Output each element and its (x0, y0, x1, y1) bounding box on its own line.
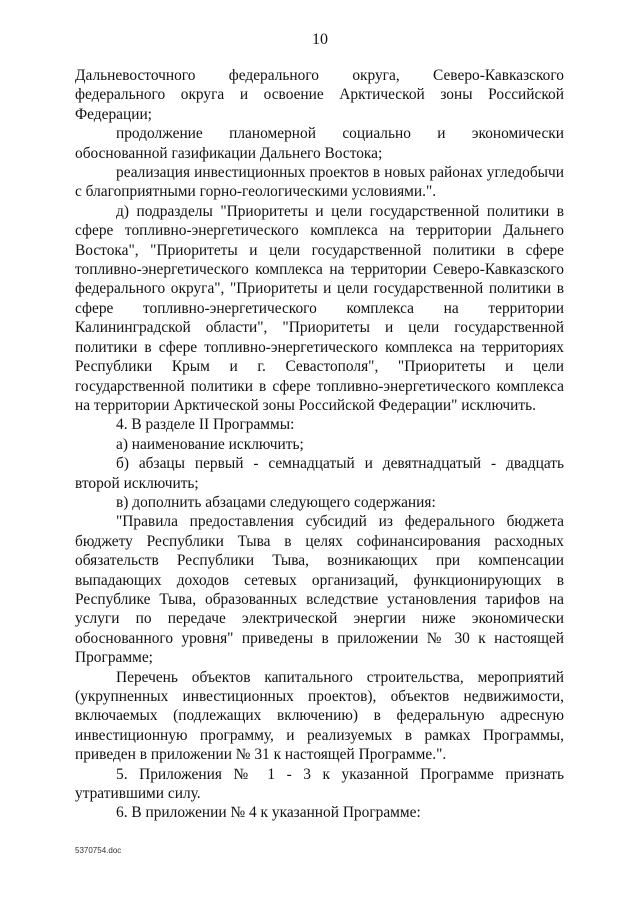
paragraph: 6. В приложении № 4 к указанной Программе: (116, 804, 421, 822)
paragraph: "Правила предоставления субсидий из федерального бюджета бюджету Республики Тыва в целях софинансирования расходных обязательств Республики Тыва, возникающих при компенсации выпадающих доходов сетевых организаций, функционирующих в Республике Тыва, образованных вследствие установления тарифов на услуги по передаче электрической энергии ниже экономически обоснованного уровня" приведены в приложении № 30 к настоящей Программе; (75, 513, 564, 667)
paragraph: б) абзацы первый - семнадцатый и девятнадцатый - двадцать второй исключить; (75, 455, 564, 492)
paragraph: а) наименование исключить; (116, 435, 304, 453)
paragraph: 5. Приложения № 1 - 3 к указанной Программе признать утратившими силу. (75, 765, 564, 803)
paragraph: в) дополнить абзацами следующего содержания: (116, 493, 436, 511)
paragraph: д) подразделы "Приоритеты и цели государственной политики в сфере топливно-энергетического комплекса на территории Дальнего Востока", "Приоритеты и цели государственной политики в сфере топливно-энергетического комплекса на территории Северо-Кавказского федерального округа", "Приоритеты и цели государственной политики в сфере топливно-энергетического комплекса на территории Калининградской области", "Приоритеты и цели государственной политики в сфере топливно-энергетического комплекса на территориях Республики Крым и г. Севастополя", "Приоритеты и цели государственной политики в сфере топливно-энергетического комплекса на территории Арктической зоны Российской Федерации" исключить. (75, 202, 564, 414)
page-number: 10 (312, 31, 328, 48)
paragraph: Перечень объектов капитального строительства, мероприятий (укрупненных инвестиционных проектов), объектов недвижимости, включаемых (подлежащих включению) в федеральную адресную инвестиционную программу, и реализуемых в рамках Программы, приведен в приложении № 31 к настоящей Программе.". (75, 668, 564, 764)
paragraph: реализация инвестиционных проектов в новых районах угледобычи с благоприятными горно-геологическими условиями.". (75, 164, 564, 201)
paragraph: продолжение планомерной социально и экономически обоснованной газификации Дальнего Востока; (75, 125, 564, 162)
document-body (75, 66, 564, 823)
paragraph: Дальневосточного федерального округа, Северо-Кавказского федерального округа и освоение Арктической зоны Российской Федерации; (75, 67, 564, 123)
document-code: 5370754.doc (75, 846, 122, 855)
paragraph: 4. В разделе II Программы: (116, 416, 295, 434)
